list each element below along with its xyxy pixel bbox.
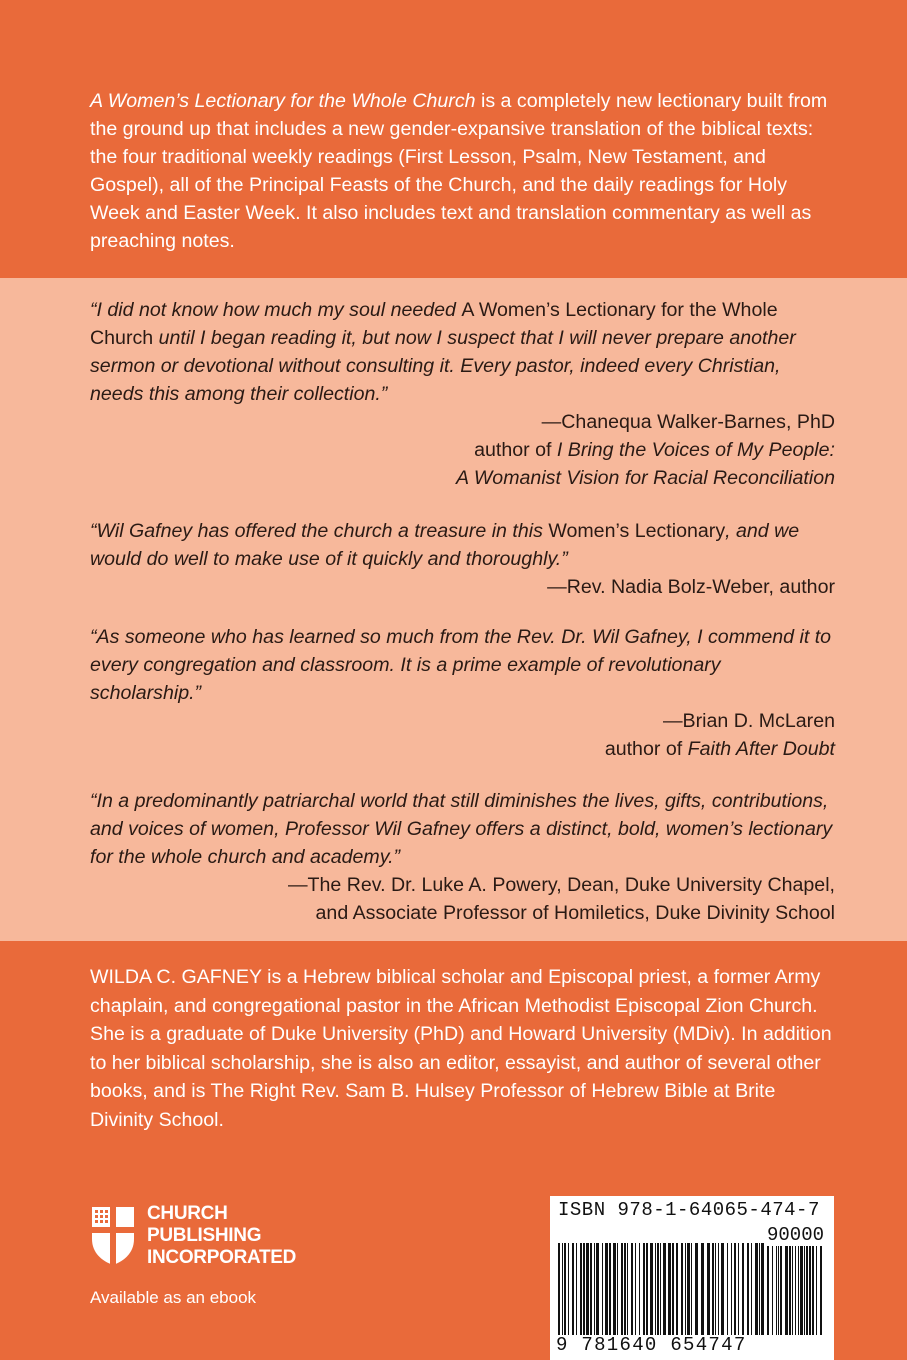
quote-1-attr-book: I Bring the Voices of My People: bbox=[556, 439, 835, 461]
barcode-bar bbox=[624, 1243, 626, 1335]
ebook-note: Available as an ebook bbox=[90, 1288, 257, 1307]
quote-3-attribution: —Brian D. McLaren bbox=[662, 710, 835, 732]
barcode-bar bbox=[558, 1243, 560, 1335]
barcode-bar bbox=[613, 1243, 616, 1335]
barcode-bar bbox=[795, 1243, 796, 1335]
barcode-bar bbox=[609, 1243, 611, 1335]
quote-1-attr-book-line2 bbox=[90, 464, 835, 492]
barcode-bar bbox=[804, 1243, 805, 1335]
barcode-bar bbox=[594, 1243, 595, 1335]
barcode-bar bbox=[792, 1243, 793, 1335]
barcode-bar bbox=[668, 1243, 671, 1335]
publisher-logo bbox=[90, 1203, 350, 1273]
barcode-bar bbox=[676, 1243, 678, 1335]
barcode-bar bbox=[596, 1243, 599, 1335]
barcode-bar bbox=[639, 1243, 640, 1335]
barcode-bar bbox=[564, 1243, 566, 1335]
barcode-bar bbox=[800, 1243, 803, 1335]
quote-2-attribution: —Rev. Nadia Bolz-Weber, author bbox=[547, 576, 835, 598]
barcode-bar bbox=[586, 1243, 589, 1335]
barcode-bar bbox=[605, 1243, 608, 1335]
barcode-bar bbox=[631, 1243, 633, 1335]
barcode-bar bbox=[738, 1243, 739, 1335]
barcode-bar bbox=[806, 1243, 808, 1335]
barcode-bar bbox=[712, 1243, 714, 1335]
barcode-bar bbox=[707, 1243, 710, 1335]
quote-1-book-title: A Women’s Lectionary for the Whole Church bbox=[90, 299, 778, 349]
barcode-bar bbox=[767, 1243, 769, 1335]
publisher-line-2: PUBLISHING bbox=[147, 1225, 262, 1246]
barcode-bar bbox=[685, 1243, 686, 1335]
ean-digits: 9 781640 654747 bbox=[556, 1334, 747, 1356]
book-description bbox=[90, 87, 835, 255]
barcode-bar bbox=[731, 1243, 732, 1335]
barcode-bar bbox=[602, 1243, 603, 1335]
barcode-bar bbox=[747, 1243, 749, 1335]
bio-text: is a Hebrew biblical scholar and Episcopal priest, a former Army chaplain, and congregational pastor in the African Methodist Episcopal Zion Church. She is a graduate of Duke University (PhD) and Howard University (MDiv). In addition to her biblical scholarship, she is also an editor, essayist, and author of several other books, and is The Right Rev. Sam B. Hulsey Professor of Hebrew Bible at Brite Divinity School. bbox=[90, 966, 832, 1131]
barcode-bar bbox=[650, 1243, 653, 1335]
barcode-bar bbox=[572, 1243, 574, 1335]
author-bio bbox=[90, 963, 835, 1135]
barcode-bar bbox=[751, 1243, 752, 1335]
quote-1-attr-book-2: A Womanist Vision for Racial Reconciliation bbox=[456, 467, 835, 489]
barcode-bar bbox=[701, 1243, 704, 1335]
quote-1-part-b: until I began reading it, but now I suspect that I will never prepare another sermon or devotional without consulting it. Every pastor, indeed every Christian, needs this among their collection.” bbox=[90, 327, 796, 405]
publisher-line-3: INCORPORATED bbox=[147, 1247, 297, 1268]
barcode-bar bbox=[568, 1243, 569, 1335]
barcode-bar bbox=[660, 1243, 661, 1335]
quote-2-book-title: Women’s Lectionary bbox=[548, 520, 726, 542]
quote-1-attr-author-line bbox=[90, 436, 835, 464]
barcode-bar bbox=[627, 1243, 628, 1335]
barcode-bar bbox=[635, 1243, 636, 1335]
quote-2-body bbox=[90, 517, 835, 573]
quote-3-attr-book: Faith After Doubt bbox=[687, 738, 835, 760]
quote-2-part-b: , and we would do well to make use of it quickly and thoroughly.” bbox=[90, 520, 800, 570]
shield-icon bbox=[90, 1205, 136, 1267]
barcode-bar bbox=[655, 1243, 656, 1335]
barcode-bar bbox=[816, 1243, 817, 1335]
barcode-bar bbox=[734, 1243, 736, 1335]
barcode-bar bbox=[580, 1243, 582, 1335]
barcode-bar bbox=[718, 1243, 719, 1335]
quote-2-part-a: “Wil Gafney has offered the church a treasure in this bbox=[90, 520, 549, 542]
barcode-bar bbox=[812, 1243, 814, 1335]
barcode-bar bbox=[695, 1243, 698, 1335]
quote-4-attribution: —The Rev. Dr. Luke A. Powery, Dean, Duke University Chapel, bbox=[287, 874, 835, 896]
barcode bbox=[550, 1196, 834, 1360]
quote-1-attribution: —Chanequa Walker-Barnes, PhD bbox=[541, 411, 835, 433]
barcode-bar bbox=[621, 1243, 623, 1335]
barcode-bar bbox=[759, 1243, 760, 1335]
quote-3 bbox=[90, 623, 835, 763]
barcode-bar bbox=[727, 1243, 728, 1335]
quote-3-attr-author-line bbox=[90, 735, 835, 763]
quote-1-part-a: “I did not know how much my soul needed bbox=[90, 299, 462, 321]
publisher-line-1: CHURCH bbox=[147, 1203, 228, 1224]
barcode-bar bbox=[798, 1243, 799, 1335]
quote-4-attr-line2: and Associate Professor of Homiletics, Duke Divinity School bbox=[315, 902, 835, 924]
barcode-bar bbox=[721, 1243, 724, 1335]
barcode-bar bbox=[691, 1243, 692, 1335]
barcode-bar bbox=[785, 1243, 788, 1335]
barcode-bar bbox=[617, 1243, 618, 1335]
price-code: 90000 bbox=[766, 1224, 824, 1246]
barcode-bar bbox=[715, 1243, 716, 1335]
barcode-bar bbox=[780, 1243, 782, 1335]
barcode-bar bbox=[772, 1243, 773, 1335]
quote-2 bbox=[90, 517, 835, 601]
barcode-bar bbox=[590, 1243, 592, 1335]
barcode-bar bbox=[672, 1243, 674, 1335]
barcode-bar bbox=[789, 1243, 791, 1335]
description-text: is a completely new lectionary built from the ground up that includes a new gender-expansive translation of the biblical texts: the four traditional weekly readings (First Lesson, Psalm, New Testament, and Gospel), all of the Principal Feasts of the Church, and the daily readings for Holy Week and Easter Week. It also includes text and translation commentary as well as preaching notes. bbox=[90, 90, 828, 252]
quote-1-body bbox=[90, 296, 835, 408]
quote-3-body: “As someone who has learned so much from the Rev. Dr. Wil Gafney, I commend it to every congregation and classroom. It is a prime example of revolutionary scholarship.” bbox=[90, 626, 832, 704]
barcode-bar bbox=[687, 1243, 690, 1335]
barcode-bar bbox=[761, 1243, 764, 1335]
author-name: WILDA C. GAFNEY bbox=[90, 966, 262, 988]
barcode-bar bbox=[742, 1243, 744, 1335]
quote-3-attr-prefix: author of bbox=[604, 738, 688, 760]
publisher-name bbox=[147, 1203, 296, 1269]
quote-4-body: “In a predominantly patriarchal world that still diminishes the lives, gifts, contributions, and voices of women, Professor Wil Gafney offers a distinct, bold, women’s lectionary for the whole church and academy.” bbox=[90, 790, 833, 868]
barcode-bar bbox=[643, 1243, 645, 1335]
quote-1 bbox=[90, 296, 835, 492]
quote-1-attr-prefix: author of bbox=[474, 439, 557, 461]
barcode-bar bbox=[583, 1243, 585, 1335]
barcode-bar bbox=[576, 1243, 577, 1335]
book-title: A Women’s Lectionary for the Whole Church bbox=[90, 90, 476, 112]
barcode-bar bbox=[663, 1243, 666, 1335]
barcode-bar bbox=[776, 1243, 777, 1335]
barcode-bar bbox=[681, 1243, 683, 1335]
barcode-bar bbox=[646, 1243, 648, 1335]
barcode-bar bbox=[755, 1243, 758, 1335]
barcode-bar bbox=[809, 1243, 811, 1335]
barcode-bar bbox=[562, 1243, 563, 1335]
barcode-bar bbox=[657, 1243, 659, 1335]
isbn-text: ISBN 978-1-64065-474-7 bbox=[558, 1199, 820, 1221]
quote-4 bbox=[90, 787, 835, 927]
barcode-bar bbox=[820, 1243, 822, 1335]
barcode-bar bbox=[778, 1243, 779, 1335]
